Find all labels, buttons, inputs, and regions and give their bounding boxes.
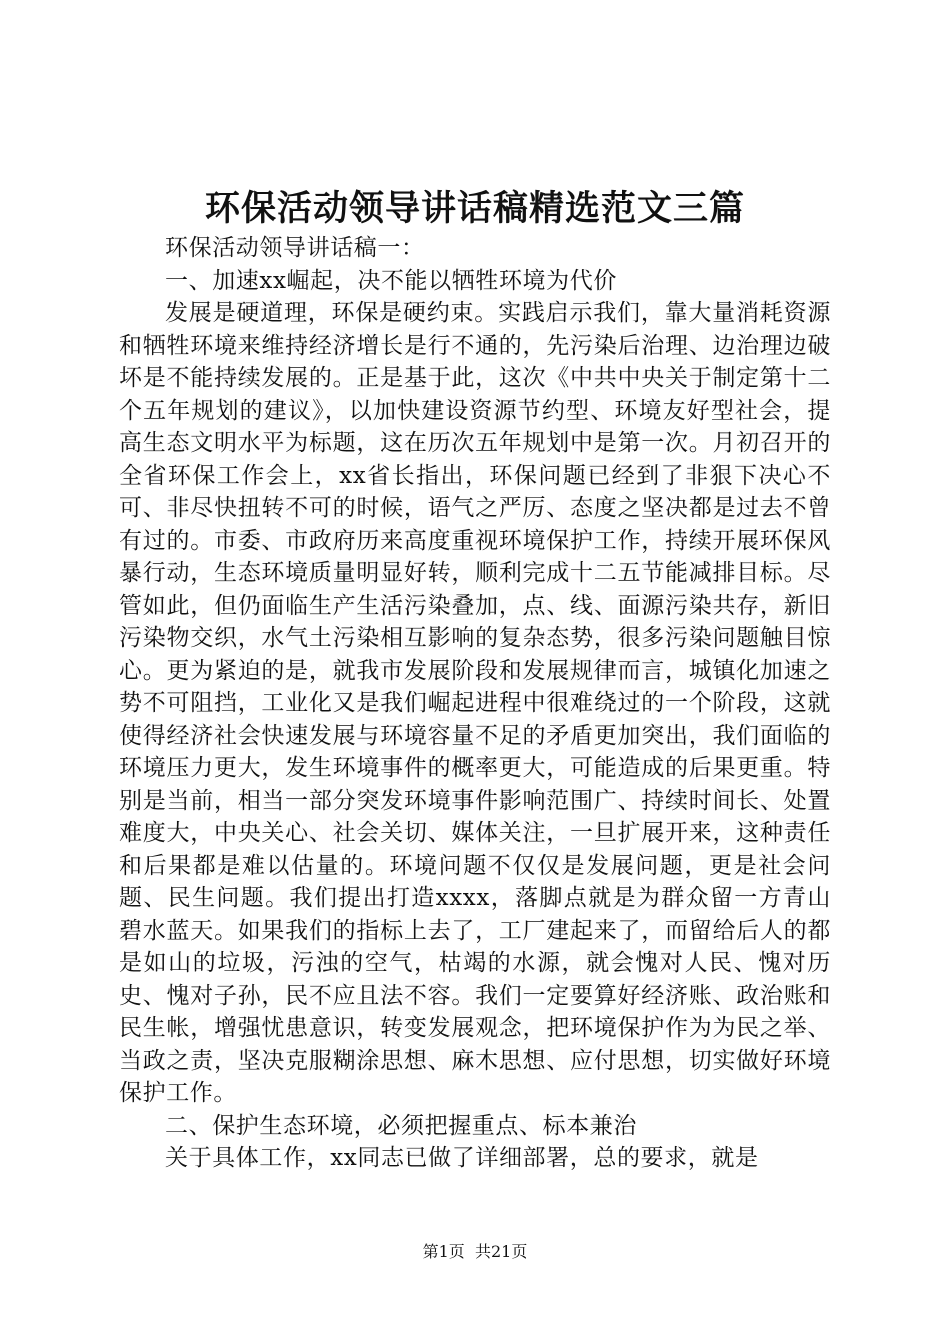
body-paragraph: 发展是硬道理，环保是硬约束。实践启示我们，靠大量消耗资源和牺牲环境来维持经济增长是行不通的，先污染后治理、边治理边破坏是不能持续发展的。正是基于此，这次《中共中央关于制定第十二个五年规划的建议》，以加快建设资源节约型、环境友好型社会，提高生态文明水平为标题，这在历次五年规划中是第一次。月初召开的全省环保工作会上，xx省长指出，环保问题已经到了非狠下决心不可、非尽快扭转不可的时候，语气之严厉、态度之坚决都是过去不曾有过的。市委、市政府历来高度重视环境保护工作，持续开展环保风暴行动，生态环境质量明显好转，顺利完成十二五节能减排目标。尽管如此，但仍面临生产生活污染叠加，点、线、面源污染共存，新旧污染物交织，水气土污染相互影响的复杂态势，很多污染问题触目惊心。更为紧迫的是，就我市发展阶段和发展规律而言，城镇化加速之势不可阻挡，工业化又是我们崛起进程中很难绕过的一个阶段，这就使得经济社会快速发展与环境容量不足的矛盾更加突出，我们面临的环境压力更大，发生环境事件的概率更大，可能造成的后果更重。特别是当前，相当一部分突发环境事件影响范围广、持续时间长、处置难度大，中央关心、社会关切、媒体关注，一旦扩展开来，这种责任和后果都是难以估量的。环境问题不仅仅是发展问题，更是社会问题、民生问题。我们提出打造xxxx，落脚点就是为群众留一方青山碧水蓝天。如果我们的指标上去了，工厂建起来了，而留给后人的都是如山的垃圾，污浊的空气，枯竭的水源，就会愧对人民、愧对历史、愧对子孙，民不应且法不容。我们一定要算好经济账、政治账和民生帐，增强忧患意识，转变发展观念，把环境保护作为为民之举、当政之责，坚决克服糊涂思想、麻木思想、应付思想，切实做好环境保护工作。 [119,300,831,1106]
page-total: 共21页 [474,1242,528,1261]
document-title: 环保活动领导讲话稿精选范文三篇 [204,188,745,229]
body-paragraph: 关于具体工作，xx同志已做了详细部署，总的要求，就是 [165,1145,759,1171]
document-body [119,232,831,1175]
section-heading-one: 一、加速xx崛起，决不能以牺牲环境为代价 [165,267,617,294]
page-footer [0,1241,950,1263]
section-heading-speech-one: 环保活动领导讲话稿一： [165,235,425,261]
section-heading-two: 二、保护生态环境，必须把握重点、标本兼治 [165,1112,637,1139]
footer-spacer [465,1242,475,1261]
page-number: 第1页 [422,1242,465,1261]
